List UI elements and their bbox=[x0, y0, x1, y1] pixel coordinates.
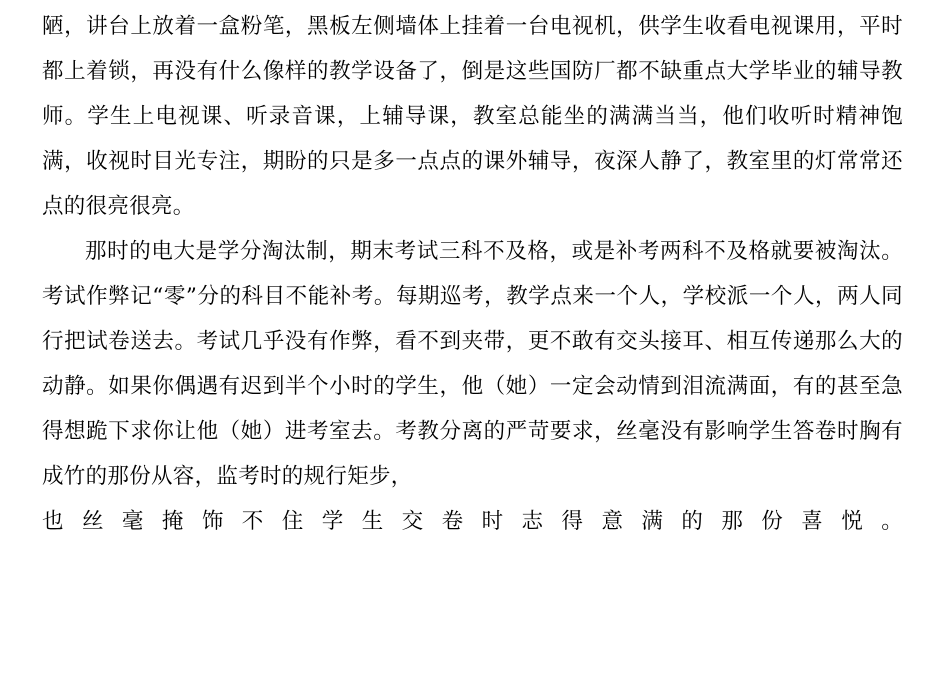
document-body bbox=[42, 0, 903, 544]
paragraph-1: 陋，讲台上放着一盒粉笔，黑板左侧墙体上挂着一台电视机，供学生收看电视课用，平时都上着锁，再没有什么像样的教学设备了，倒是这些国防厂都不缺重点大学毕业的辅导教师。学生上电视课、听录音课，上辅导课，教室总能坐的满满当当，他们收听时精神饱满，收视时目光专注，期盼的只是多一点点的课外辅导，夜深人静了，教室里的灯常常还点的很亮很亮。 bbox=[42, 14, 903, 219]
paragraph-2-final-line: 也丝毫掩饰不住学生交卷时志得意满的那份喜悦。 bbox=[42, 509, 903, 534]
paragraph-2: 那时的电大是学分淘汰制，期末考试三科不及格，或是补考两科不及格就要被淘汰。考试作弊记“零”分的科目不能补考。每期巡考，教学点来一个人，学校派一个人，两人同行把试卷送去。考试几乎没有作弊，看不到夹带，更不敢有交头接耳、相互传递那么大的动静。如果你偶遇有迟到半个小时的学生，他（她）一定会动情到泪流满面，有的甚至急得想跪下求你让他（她）进考室去。考教分离的严苛要求，丝毫没有影响学生答卷时胸有成竹的那份从容，监考时的规行矩步， bbox=[42, 239, 903, 489]
